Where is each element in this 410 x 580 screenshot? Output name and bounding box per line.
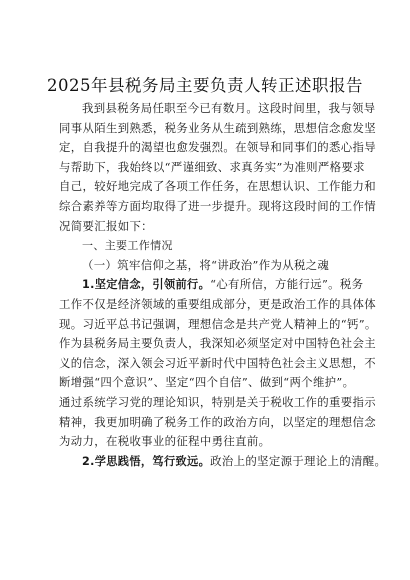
subsection-heading: （一）筑牢信仰之基，将“讲政治”作为从税之魂 [82,257,330,272]
point-1-heading: 1.坚定信念，引领前行。 [82,278,211,292]
point-2-text: 政治上的坚定源于理论上的清醒。 [210,453,387,468]
point-1-line: 通过系统学习党的理论知识，特别是关于税收工作的重要指示 [59,394,376,409]
point-2-heading: 2.学思践悟，笃行致远。 [82,454,211,468]
point-1-line: 断增强“四个意识”、坚定“四个自信”、做到“两个维护”。 [59,375,355,390]
document-body [59,99,387,471]
intro-line: 况简要汇报如下： [59,218,153,233]
point-1-line: 义的信念，深入领会习近平新时代中国特色社会主义思想，不 [59,355,376,370]
intro-line: 我到县税务局任职至今已有数月。这段时间里，我与领导 [82,101,376,115]
point-1-first-line [59,275,364,295]
section-heading: 一、主要工作情况 [82,239,173,253]
document-title: 2025年县税务局主要负责人转正述职报告 [47,76,363,95]
point-1-line: 工作不仅是经济领域的重要组成部分，更是政治工作的具体体 [59,296,376,311]
intro-line: 自己，较好地完成了各项工作任务，在思想认识、工作能力和 [59,179,376,194]
point-2-first-line [59,452,387,472]
intro-line: 同事从陌生到熟悉，税务业务从生疏到熟练，思想信念愈发坚 [59,120,376,135]
intro-line: 综合素养等方面均取得了进一步提升。现将这段时间的工作情 [59,198,376,213]
point-1-line: 现。习近平总书记强调，理想信念是共产党人精神上的“钙”。 [59,316,377,331]
point-1-text: “心有所信，方能行远”。税务 [210,277,364,292]
intro-line: 定，自我提升的渴望也愈发强烈。在领导和同事们的悉心指导 [59,140,376,155]
point-1-line: 作为县税务局主要负责人，我深知必须坚定对中国特色社会主 [59,336,376,351]
point-1-line: 精神，我更加明确了税务工作的政治方向，以坚定的理想信念 [59,414,376,429]
intro-line: 与帮助下，我始终以“严谨细致、求真务实”为准则严格要求 [59,159,365,174]
point-1-line: 为动力，在税收事业的征程中勇往直前。 [59,434,271,449]
